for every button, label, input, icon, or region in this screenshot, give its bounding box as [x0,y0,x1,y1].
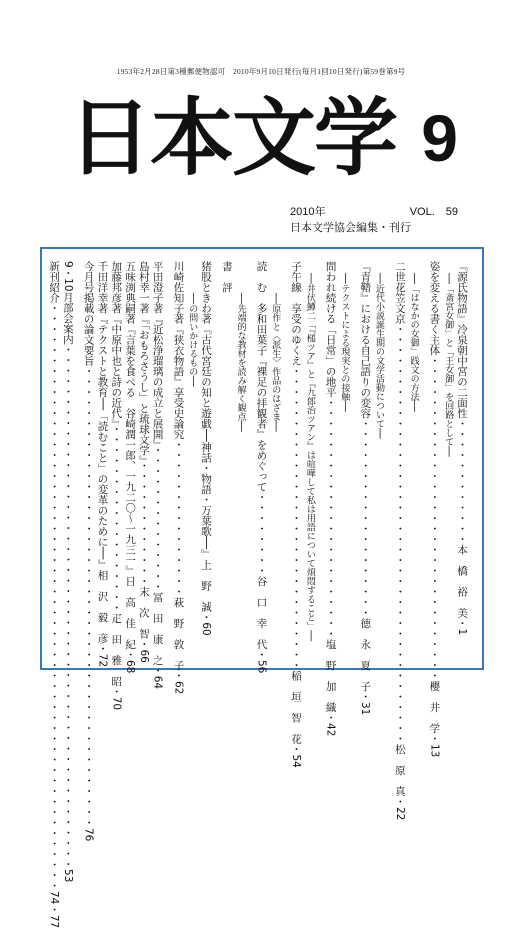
toc-entry: 今月号掲載の論文要旨・・・・・・・・・・・・・・・・・・・・・・・・・・・・・・・・・・・・・・・・・・・・76 [82,261,95,842]
toc-entry: 加藤邦彦著『中原中也と詩の近代』・・・・・・・・・・・・・・・・・・疋 田 雅 昭・70 [110,261,123,711]
toc-entry: 二世花笠文京・・・・・・・・・・・・・・・・・・・・・・・・・・・・・・・・・・・・・・・・松 原 真・22 [393,261,406,821]
toc-entry: 千田洋幸著『テクストと教育──「読むこと」の変革のために──』相 沢 毅 彦・72 [96,261,109,668]
toc-entry: ──井伏鱒二「『槌ツア』と『九郎治ツアン』は喧嘩して私は用語について煩悶すること」── [304,273,315,642]
toc-entry: ──原作と〈派生〉作品のはざま── [270,293,281,432]
toc-entry: 『青鞜』における自己語りの変容・・・・・・・・・・・・・・・・・・・徳 永 夏 子・31 [359,261,372,716]
toc-entry: ──「斎宮女御」と「王女御」を回路として── [443,273,454,457]
toc-entry: 新刊紹介・・・・・・・・・・・・・・・・・・・・・・・・・・・・・・・・・・・・・・・・・・・・・・・・・・・・・・・・74・77 [48,261,61,928]
toc-columns [42,261,468,928]
toc-entry: 読 む 多和田葉子『裸足の拝観者』をめぐって・・・・・・・・谷 口 幸 代・56 [255,261,268,674]
toc-entry: 平田澄子著『近松浄瑠璃の成立と展開』・・・・・・・・・・・・・・冨 田 康 之・64 [151,261,164,690]
toc-entry: 書 評 [220,261,233,293]
toc-entry: 川崎佐知子著『狭衣物語』享受史論究・・・・・・・・・・・・・・・萩 野 敦 子・62 [172,261,185,695]
toc-entry: ──の問いかけるもの── [187,293,198,387]
toc-entry: 問われ続ける「日常」の地平・・・・・・・・・・・・・・・・・・・・・・・塩 野 加 織・42 [324,261,337,737]
issue-number: 9 [421,101,458,175]
masthead-title: 日本文学 [68,88,397,187]
toc-entry: 子午線 享受のゆくえ・・・・・・・・・・・・・・・・・・・・・・・・・・・・・稲 垣 智 花・54 [290,261,303,768]
toc-entry: 島村幸一著『「おもろさうし」と琉球文学』・・・・・・・・・・・・末 次 智・66 [137,261,150,663]
publication-year: 2010年 [290,206,326,218]
toc-entry: ──近代小説誕生期の文学活動について── [374,273,385,439]
toc-entry: ──「はなかの女御」践文の方法── [408,273,419,412]
editor-label: 日本文学協会編集・刊行 [290,222,411,234]
volume-label: VOL. 59 [409,206,458,218]
table-of-contents [40,247,484,928]
toc-entry: 五味渕典嗣著『言葉を食べる 谷崎潤一郎、一九二〇～一九三一』日 高 佳 紀・68 [124,261,137,674]
toc-entry: 姿を変える書く主体・・・・・・・・・・・・・・・・・・・・・・・・・・・・・・・櫻 井 学・13 [428,261,441,758]
toc-entry: ──先端的な教材を読み解く観点── [235,293,246,432]
toc-entry: ──テクストによる現実との接触── [339,273,350,412]
toc-entry: 9・10月部会案内・・・・・・・・・・・・・・・・・・・・・・・・・・・・・・・・・・・・・・・・・・・・・・・・・・53 [61,261,74,883]
toc-entry: 『源氏物語』冷泉朝中宮の二面性・・・・・・・・・・・・本 橋 裕 美・1 [456,261,468,636]
toc-entry: 猪股ときわ著『古代宮廷の知と遊戯──神話・物語・万葉歌──』上 野 誠・60 [200,261,213,636]
publication-notice: 1953年2月28日第3種郵便物認可 2010年9月10日発行(毎月1回10日発行)第59巻第9号 [116,67,406,76]
